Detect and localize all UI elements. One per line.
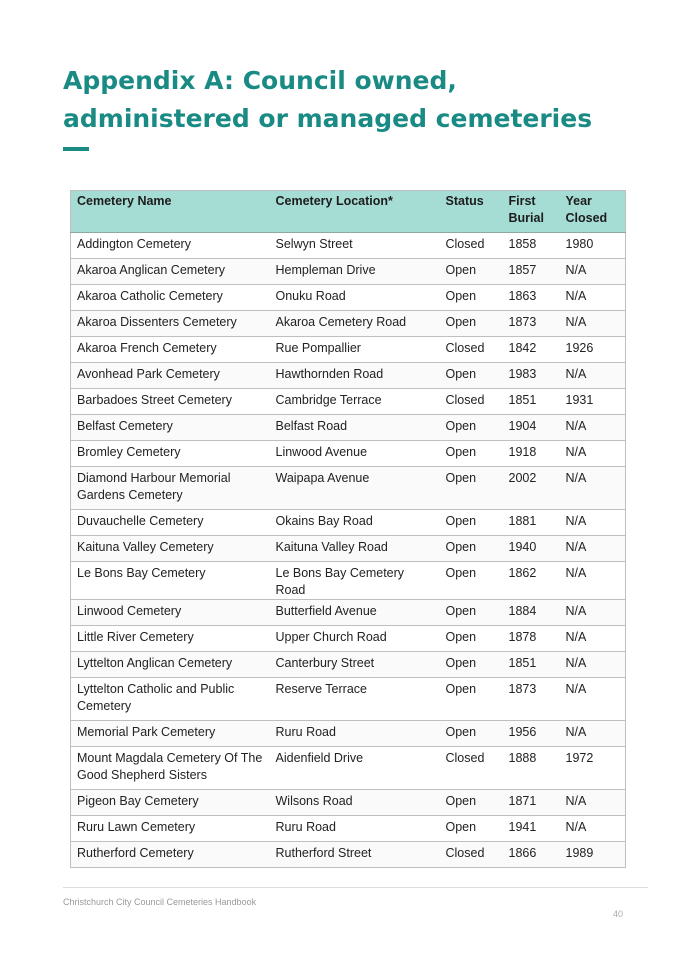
cell-status: Closed [440,842,503,868]
cell-location: Canterbury Street [270,652,440,678]
cell-location: Ruru Road [270,721,440,747]
cell-first-burial: 1940 [503,536,560,562]
table-row [71,816,626,842]
cell-location: Rue Pompallier [270,337,440,363]
cell-name: Linwood Cemetery [71,600,270,626]
cell-name: Kaituna Valley Cemetery [71,536,270,562]
cemeteries-table [70,190,626,868]
table-row [71,678,626,721]
footer-divider [63,887,648,888]
cell-name: Akaroa French Cemetery [71,337,270,363]
cell-location: Selwyn Street [270,233,440,259]
cell-first-burial: 1878 [503,626,560,652]
cell-first-burial: 1873 [503,311,560,337]
cell-first-burial: 1871 [503,790,560,816]
cell-year-closed: N/A [560,285,626,311]
table-row [71,626,626,652]
cell-location: Upper Church Road [270,626,440,652]
cell-year-closed: N/A [560,536,626,562]
cell-first-burial: 1858 [503,233,560,259]
cell-first-burial: 1904 [503,415,560,441]
cell-year-closed: 1989 [560,842,626,868]
cell-first-burial: 1983 [503,363,560,389]
cell-first-burial: 1888 [503,747,560,790]
cell-status: Open [440,467,503,510]
cell-first-burial: 1918 [503,441,560,467]
table-row [71,467,626,510]
cell-status: Open [440,790,503,816]
cell-first-burial: 1863 [503,285,560,311]
table-row [71,842,626,868]
page-number: 40 [613,909,624,919]
table-row [71,415,626,441]
cell-year-closed: 1980 [560,233,626,259]
table-row [71,311,626,337]
cell-first-burial: 1851 [503,389,560,415]
cell-first-burial: 1941 [503,816,560,842]
title-accent-bar [63,147,89,151]
cell-name: Diamond Harbour Memorial Gardens Cemetery [71,467,270,510]
cell-first-burial: 2002 [503,467,560,510]
cell-year-closed: N/A [560,721,626,747]
table-row [71,721,626,747]
cell-status: Open [440,652,503,678]
cell-status: Closed [440,747,503,790]
cell-location: Linwood Avenue [270,441,440,467]
cell-name: Memorial Park Cemetery [71,721,270,747]
page-title: Appendix A: Council owned, administered or managed cemeteries [63,66,593,133]
cell-name: Avonhead Park Cemetery [71,363,270,389]
header-cemetery-name: Cemetery Name [71,191,270,233]
cell-year-closed: N/A [560,626,626,652]
cell-location: Wilsons Road [270,790,440,816]
table-header-row [71,191,626,233]
cell-first-burial: 1842 [503,337,560,363]
table-row [71,389,626,415]
cell-year-closed: N/A [560,467,626,510]
footer-document-name: Christchurch City Council Cemeteries Handbook [63,897,257,907]
cell-status: Open [440,816,503,842]
table-row [71,285,626,311]
cell-name: Bromley Cemetery [71,441,270,467]
table-row [71,747,626,790]
cell-name: Lyttelton Catholic and Public Cemetery [71,678,270,721]
cell-first-burial: 1881 [503,510,560,536]
cell-first-burial: 1873 [503,678,560,721]
cell-first-burial: 1956 [503,721,560,747]
header-first-burial: First Burial [503,191,560,233]
cell-name: Ruru Lawn Cemetery [71,816,270,842]
cell-year-closed: N/A [560,363,626,389]
cell-name: Barbadoes Street Cemetery [71,389,270,415]
cell-status: Open [440,415,503,441]
header-cemetery-location: Cemetery Location* [270,191,440,233]
cell-status: Open [440,626,503,652]
cell-location: Aidenfield Drive [270,747,440,790]
cell-name: Rutherford Cemetery [71,842,270,868]
cell-status: Open [440,721,503,747]
cell-year-closed: N/A [560,311,626,337]
table-row [71,536,626,562]
cell-location: Onuku Road [270,285,440,311]
cell-location: Butterfield Avenue [270,600,440,626]
cell-status: Open [440,441,503,467]
cell-name: Akaroa Dissenters Cemetery [71,311,270,337]
cell-first-burial: 1862 [503,562,560,600]
cell-status: Open [440,600,503,626]
cell-location: Belfast Road [270,415,440,441]
cell-year-closed: N/A [560,678,626,721]
cell-name: Belfast Cemetery [71,415,270,441]
cell-name: Akaroa Catholic Cemetery [71,285,270,311]
cell-location: Waipapa Avenue [270,467,440,510]
cell-status: Open [440,678,503,721]
cell-location: Okains Bay Road [270,510,440,536]
cell-location: Cambridge Terrace [270,389,440,415]
cell-first-burial: 1851 [503,652,560,678]
cell-year-closed: 1931 [560,389,626,415]
header-status: Status [440,191,503,233]
table-row [71,562,626,600]
table-row [71,363,626,389]
cell-status: Open [440,311,503,337]
cell-year-closed: N/A [560,652,626,678]
cell-year-closed: N/A [560,259,626,285]
cell-status: Closed [440,233,503,259]
cell-name: Addington Cemetery [71,233,270,259]
cell-first-burial: 1857 [503,259,560,285]
cell-status: Open [440,285,503,311]
cell-year-closed: 1972 [560,747,626,790]
cell-status: Open [440,363,503,389]
cell-location: Ruru Road [270,816,440,842]
cell-location: Reserve Terrace [270,678,440,721]
cell-status: Closed [440,337,503,363]
cell-year-closed: N/A [560,790,626,816]
header-year-closed: Year Closed [560,191,626,233]
cell-name: Lyttelton Anglican Cemetery [71,652,270,678]
table-row [71,600,626,626]
cell-year-closed: 1926 [560,337,626,363]
cell-location: Hempleman Drive [270,259,440,285]
table-row [71,510,626,536]
table-row [71,790,626,816]
cell-status: Closed [440,389,503,415]
cell-name: Mount Magdala Cemetery Of The Good Shepherd Sisters [71,747,270,790]
cell-name: Duvauchelle Cemetery [71,510,270,536]
cell-name: Le Bons Bay Cemetery [71,562,270,600]
cell-name: Akaroa Anglican Cemetery [71,259,270,285]
cell-name: Pigeon Bay Cemetery [71,790,270,816]
cell-name: Little River Cemetery [71,626,270,652]
cell-location: Akaroa Cemetery Road [270,311,440,337]
cell-year-closed: N/A [560,441,626,467]
cell-year-closed: N/A [560,510,626,536]
table-row [71,337,626,363]
cell-status: Open [440,510,503,536]
cell-location: Rutherford Street [270,842,440,868]
cell-status: Open [440,259,503,285]
cell-year-closed: N/A [560,562,626,600]
table-row [71,233,626,259]
cell-location: Kaituna Valley Road [270,536,440,562]
table-row [71,441,626,467]
cell-year-closed: N/A [560,600,626,626]
table-row [71,259,626,285]
cell-year-closed: N/A [560,816,626,842]
cell-first-burial: 1884 [503,600,560,626]
cell-status: Open [440,536,503,562]
cell-location: Le Bons Bay Cemetery Road [270,562,440,600]
cell-year-closed: N/A [560,415,626,441]
table-row [71,652,626,678]
cell-status: Open [440,562,503,600]
cell-first-burial: 1866 [503,842,560,868]
cell-location: Hawthornden Road [270,363,440,389]
